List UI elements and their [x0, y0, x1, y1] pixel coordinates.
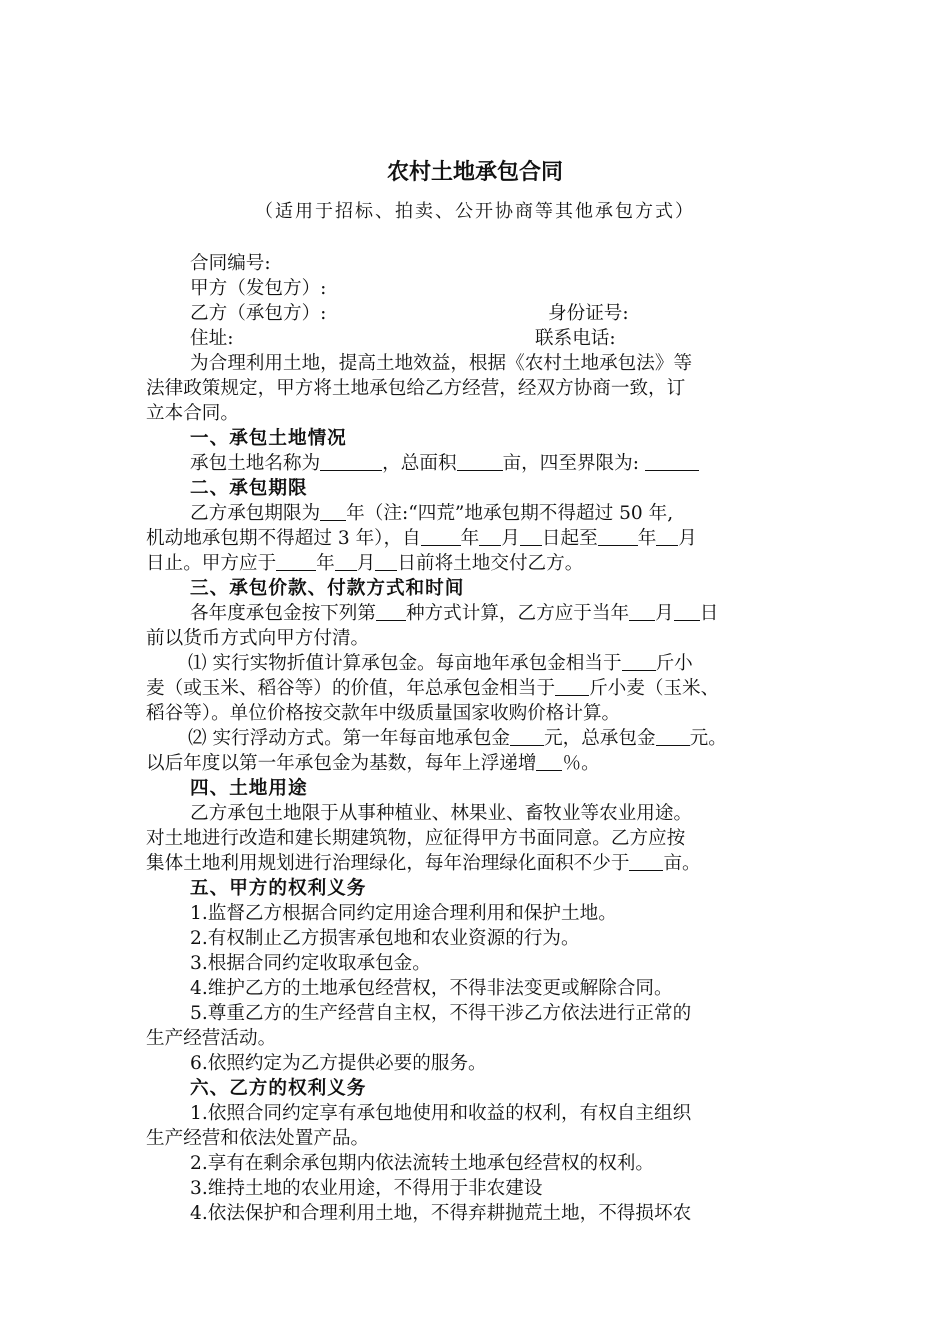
start-day-blank	[520, 526, 542, 546]
start-year-blank	[421, 526, 461, 546]
section-4-line-1: 乙方承包土地限于从事种植业、林果业、畜牧业等农业用途。	[190, 803, 693, 824]
text: 年	[460, 528, 480, 549]
section-3-line-5: 稻谷等）。单位价格按交款年中级质量国家收购价格计算。	[146, 703, 621, 724]
section-3-line-4	[146, 676, 806, 701]
text: 月	[356, 553, 376, 574]
text: 种方式计算，乙方应于当年	[405, 603, 630, 624]
section-4-line-3	[146, 851, 806, 876]
section-6-item-1-cont: 生产经营和依法处置产品。	[146, 1128, 370, 1149]
section-5-item-2: 2.有权制止乙方损害承包地和农业资源的行为。	[190, 928, 580, 949]
text: ％。	[562, 753, 600, 774]
document-title: 农村土地承包合同	[386, 160, 563, 185]
text: 年	[316, 553, 335, 574]
text: ⑵ 实行浮动方式。第一年每亩地承包金	[188, 728, 511, 749]
section-3-heading: 三、承包价款、付款方式和时间	[190, 578, 465, 599]
text: 乙方承包期限为	[190, 503, 321, 524]
intro-line-1: 为合理利用土地，提高土地效益，根据《农村土地承包法》等	[190, 353, 693, 374]
id-number-field: 身份证号:	[548, 303, 629, 324]
section-3-line-3	[188, 651, 806, 676]
end-month-blank	[656, 526, 678, 546]
section-3-line-6	[188, 726, 828, 751]
section-5-item-1: 1.监督乙方根据合同约定用途合理利用和保护土地。	[190, 903, 617, 924]
section-4-heading: 四、土地用途	[190, 778, 308, 799]
text: 月	[501, 528, 520, 549]
first-year-per-mu-blank	[510, 726, 544, 746]
text: 元，总承包金	[544, 728, 656, 749]
section-6-item-4: 4.依法保护和合理利用土地，不得弃耕抛荒土地，不得损坏农	[190, 1203, 692, 1224]
party-a-field: 甲方（发包方）:	[190, 278, 327, 299]
section-1-line-1	[190, 451, 810, 476]
term-years-blank	[320, 501, 346, 521]
section-5-item-4: 4.维护乙方的土地承包经营权，不得非法变更或解除合同。	[190, 978, 673, 999]
increase-percent-blank	[536, 751, 562, 771]
text: 以后年度以第一年承包金为基数，每年上浮递增	[146, 753, 537, 774]
section-6-item-2: 2.享有在剩余承包期内依法流转土地承包经营权的权利。	[190, 1153, 654, 1174]
wheat-per-mu-blank	[622, 651, 656, 671]
section-6-item-1: 1.依照合同约定享有承包地使用和收益的权利，有权自主组织	[190, 1103, 692, 1124]
party-b-field: 乙方（承包方）:	[190, 303, 327, 324]
pay-day-blank	[674, 601, 700, 621]
section-1-heading: 一、承包土地情况	[190, 428, 347, 449]
text: 年	[637, 528, 657, 549]
text: 麦（或玉米、稻谷等）的价值，年总承包金相当于	[146, 678, 556, 699]
delivery-day-blank	[375, 551, 397, 571]
text: 集体土地利用规划进行治理绿化，每年治理绿化面积不少于	[146, 853, 630, 874]
section-4-line-2: 对土地进行改造和建长期建筑物，应征得甲方书面同意。乙方应按	[146, 828, 686, 849]
text: 日止。甲方应于	[146, 553, 277, 574]
text: 日前将土地交付乙方。	[397, 553, 584, 574]
text: 各年度承包金按下列第	[190, 603, 376, 624]
end-year-blank	[598, 526, 638, 546]
section-2-line-1	[190, 501, 806, 526]
text: ⑴ 实行实物折值计算承包金。每亩地年承包金相当于	[188, 653, 622, 674]
text: 月	[678, 528, 697, 549]
section-5-item-3: 3.根据合同约定收取承包金。	[190, 953, 431, 974]
text: 日	[699, 603, 719, 624]
address-field: 住址:	[190, 328, 234, 349]
green-area-blank	[629, 851, 663, 871]
method-number-blank	[376, 601, 406, 621]
delivery-year-blank	[276, 551, 316, 571]
boundary-blank	[645, 451, 699, 471]
text: 月	[655, 603, 674, 624]
start-month-blank	[479, 526, 501, 546]
section-5-item-5: 5.尊重乙方的生产经营自主权，不得干涉乙方依法进行正常的	[190, 1003, 692, 1024]
section-3-line-1	[190, 601, 806, 626]
section-5-item-6: 6.依照约定为乙方提供必要的服务。	[190, 1053, 487, 1074]
section-5-item-5-cont: 生产经营活动。	[146, 1028, 277, 1049]
phone-field: 联系电话:	[535, 328, 616, 349]
total-fee-blank	[656, 726, 690, 746]
section-6-item-3: 3.维持土地的农业用途，不得用于非农建设	[190, 1178, 543, 1199]
section-2-heading: 二、承包期限	[190, 478, 308, 499]
text: 日起至	[541, 528, 598, 549]
intro-line-2: 法律政策规定，甲方将土地承包给乙方经营，经双方协商一致，订	[146, 378, 686, 399]
text: 元。	[689, 728, 727, 749]
section-2-line-3	[146, 551, 806, 576]
text: 年（注:“四荒”地承包期不得超过 50 年,	[346, 503, 674, 524]
section-3-line-7	[146, 751, 806, 776]
section-2-line-2	[146, 526, 806, 551]
delivery-month-blank	[335, 551, 357, 571]
text: ，总面积	[382, 453, 457, 474]
text: 承包土地名称为	[190, 453, 321, 474]
contract-number-field: 合同编号:	[190, 253, 271, 274]
text: 斤小	[655, 653, 693, 674]
section-3-line-2: 前以货币方式向甲方付清。	[146, 628, 370, 649]
section-5-heading: 五、甲方的权利义务	[190, 878, 367, 899]
total-area-blank	[457, 451, 503, 471]
wheat-total-blank	[555, 676, 589, 696]
section-6-heading: 六、乙方的权利义务	[190, 1078, 367, 1099]
text: 机动地承包期不得超过 3 年），自	[146, 528, 421, 549]
text: 亩。	[663, 853, 701, 874]
document-subtitle: （适用于招标、拍卖、公开协商等其他承包方式）	[255, 201, 695, 222]
text: 斤小麦（玉米、	[589, 678, 720, 699]
pay-month-blank	[629, 601, 655, 621]
land-name-blank	[320, 451, 382, 471]
intro-line-3: 立本合同。	[146, 403, 239, 424]
text: 亩，四至界限为:	[502, 453, 639, 474]
